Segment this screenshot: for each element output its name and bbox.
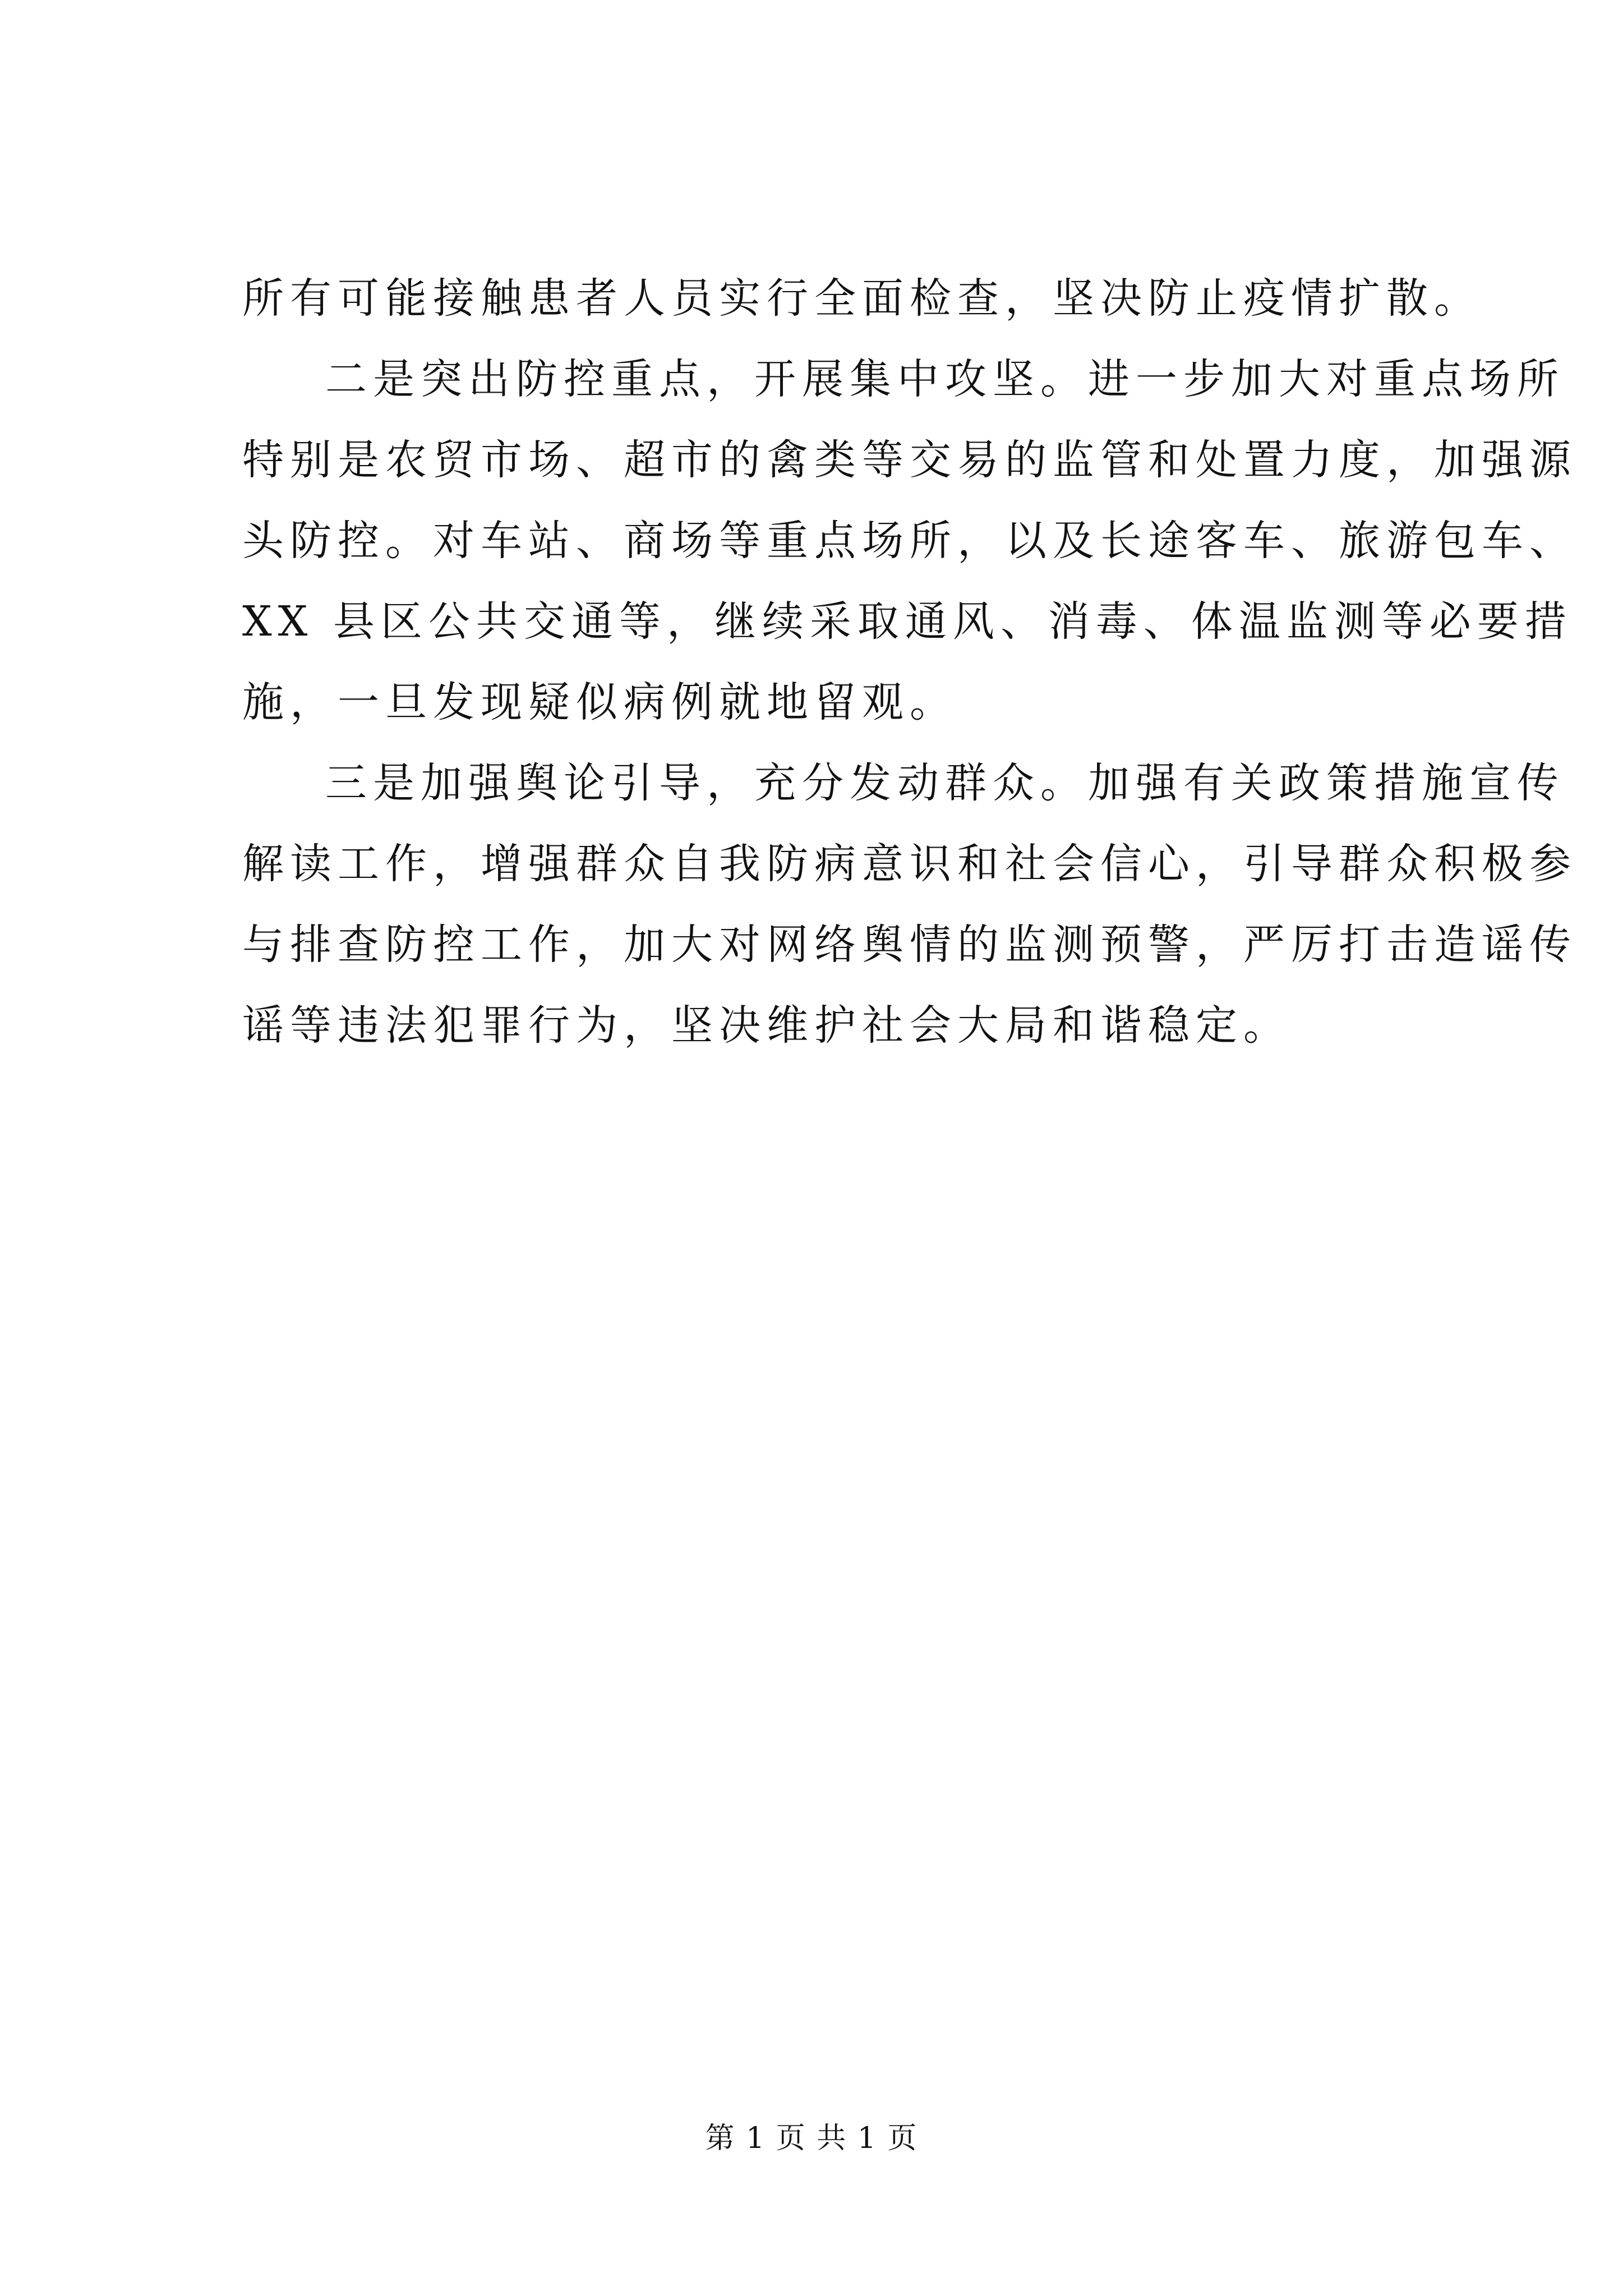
page-number-footer: 第 1 页 共 1 页 xyxy=(705,2122,918,2155)
paragraph-2-line-2: 特别是农贸市场、超市的禽类等交易的监管和处置力度，加强源 xyxy=(242,436,1577,484)
paragraph-3-line-3: 与排查防控工作，加大对网络舆情的监测预警，严厉打击造谣传 xyxy=(242,921,1577,969)
paragraph-2-line-4: XX 县区公共交通等，继续采取通风、消毒、体温监测等必要措 xyxy=(242,597,1573,646)
paragraph-3-line-1: 三是加强舆论引导，充分发动群众。加强有关政策措施宣传 xyxy=(325,759,1565,807)
paragraph-3-line-2: 解读工作，增强群众自我防病意识和社会信心，引导群众积极参 xyxy=(242,840,1577,888)
paragraph-2-line-5: 施，一旦发现疑似病例就地留观。 xyxy=(242,678,957,726)
paragraph-2-line-3: 头防控。对车站、商场等重点场所，以及长途客车、旅游包车、 xyxy=(242,517,1577,565)
paragraph-1-line-1: 所有可能接触患者人员实行全面检查，坚决防止疫情扩散。 xyxy=(242,274,1482,323)
document-body xyxy=(242,258,1577,1066)
paragraph-2-line-1: 二是突出防控重点，开展集中攻坚。进一步加大对重点场所 xyxy=(325,355,1565,403)
paragraph-3-line-4: 谣等违法犯罪行为，坚决维护社会大局和谐稳定。 xyxy=(242,1001,1291,1050)
